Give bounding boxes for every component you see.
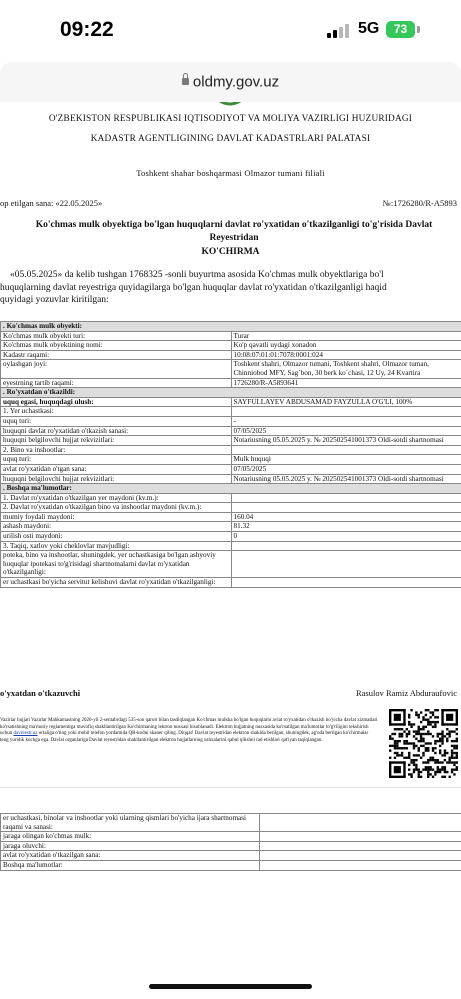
field-value: Mulk huquqi [231,455,461,465]
section-header: . Ro'yxatdan o'tkazildi: [1,388,461,398]
state-emblem-icon [206,102,254,112]
field-value: 10:08:07:01:01:7078:0001:024 [231,350,461,360]
status-bar [0,0,461,62]
field-label: mumiy foydali maydoni: [1,512,232,522]
field-label: 2. Bino va inshootlar: [1,445,232,455]
legal-text-continued: ortaliga o'ting yoki mobil telefon yordamida QR-kodni skaner qiling. Diqqat! Davlat reyestridan elektron shaklda berilgan, shuningdek, ag'oda berilgan ko'chirmalar teng yuridik kuchga ega. Davlat organlariga Davlat reyestridan shakllantirilgan elektron hujjatlarning ushxalarini qabul qilishni rad etishlari qat'iyan taqiqlangan. [0,731,369,743]
url-text: oldmy.gov.uz [192,73,280,91]
registrar-label: o'yxatdan o'tkazuvchi [0,688,81,698]
field-value [260,832,461,842]
verification-link[interactable]: davreestr.uz [13,731,38,736]
field-value [260,851,461,861]
header-ministry: O'ZBEKISTON RESPUBLIKASI IQTISODIYOT VA MOLIYA VAZIRLIGI HUZURIDAGI [48,114,413,124]
field-value [231,578,461,588]
document-title: Ko'chmas mulk obyektiga bo'lgan huquqlarni davlat ro'yxatidan o'tkazilganligi to'g'risida Davlat Reyestridan [35,220,433,243]
document-type: KO'CHIRMA [201,247,260,257]
lock-icon [182,78,189,85]
field-value [231,407,461,417]
section-header: . Boshqa ma'lumotlar: [1,484,461,494]
browser-address-bar[interactable] [0,62,461,102]
field-label: eyestrning tartib raqami: [1,378,232,388]
field-value: 07/05/2025 [231,426,461,436]
field-value: Toshkent shahri, Olmazor tumani, Toshkent shahri, Olmazor tuman, Chinniobod MFY, Sag`bon, 30 berk ko`chasi, 12 Uy, 24 Kvartira [231,360,461,378]
table-row [1,532,461,542]
table-row [1,851,461,861]
table-row [1,522,461,532]
field-label: uquq turi: [1,455,232,465]
table-section-row [1,484,461,494]
table-row [1,841,461,851]
table-row [1,426,461,436]
field-label: huquqni davlat ro'yxatidan o'tkazish sanasi: [1,426,232,436]
section-header: . Ko'chmas mulk obyekti: [1,322,461,332]
field-value: Notariusning 05.05.2025 y. № 202502541001373 Oldi-sotdi shartnomasi [231,436,461,446]
table-row [1,407,461,417]
lease-table [0,813,461,871]
table-section-row [1,322,461,332]
field-label: poteka, bino va inshootlar, shuningdek, yer uchastkasiga bo'lgan ashyoviy huquqlar ipotekasi to'g'risidagi shartnomalarni davlat ro'yxatidan o'tkazilganligi: [1,551,232,578]
table-row [1,541,461,551]
field-value: - [231,416,461,426]
intro-line: huquqlarning davlat reyestriga quyidagilarga bo'lgan huquqlar davlat ro'yxatidan o'tkazilganligi haqid [0,282,387,293]
page-separator [0,787,461,788]
table-row [1,445,461,455]
field-label: Boshqa ma'lumotlar: [1,860,260,870]
field-value: 07/05/2025 [231,464,461,474]
document-number: №:1726280/R-A5893 [382,198,457,208]
table-row [1,350,461,360]
table-row [1,551,461,578]
field-label: 2. Davlat ro'yxatidan o'tkazilgan bino va inshootlar maydoni (kv.m.): [1,503,232,513]
field-value [231,445,461,455]
table-row [1,416,461,426]
table-row [1,341,461,351]
field-value [260,841,461,851]
table-row [1,832,461,842]
table-row [1,331,461,341]
table-row [1,503,461,513]
field-label: Ko'chmas mulk obyekti turi: [1,331,232,341]
field-label: avlat ro'yxatidan o'tkazilgan sana: [1,851,260,861]
battery-tip [417,26,420,33]
table-row [1,474,461,484]
table-row [1,455,461,465]
field-value: 160.04 [231,512,461,522]
document-page[interactable] [0,102,461,962]
field-label: huquqni belgilovchi hujjat rekvizitlari: [1,436,232,446]
home-indicator[interactable] [149,984,312,989]
field-label: uquq egasi, huquqdagi ulush: [1,397,232,407]
legal-notice [0,718,378,744]
status-time: 09:22 [60,18,114,41]
field-value [260,860,461,870]
property-table [0,321,461,588]
field-label: urilish osti maydoni: [1,532,232,542]
field-label: uquq turi: [1,416,232,426]
table-row [1,378,461,388]
browser-bottom-bar [0,962,461,999]
field-value: 1726280/R-A5893641 [231,378,461,388]
network-type: 5G [358,20,380,37]
field-value: Turar [231,331,461,341]
header-chamber: KADASTR AGENTLIGINING DAVLAT KADASTRLARI PALATASI [90,134,371,144]
table-row [1,860,461,870]
field-value: Notariusning 05.05.2025 y. № 202502541001373 Oldi-sotdi shartnomasi [231,474,461,484]
field-label: oylashgan joyi: [1,360,232,378]
field-label: avlat ro'yxatidan o'tgan sana: [1,464,232,474]
field-value [231,503,461,513]
field-label: Ko'chmas mulk obyektining nomi: [1,341,232,351]
field-label: Kadastr raqami: [1,350,232,360]
field-label: 1. Davlat ro'yxatidan o'tkazilgan yer maydoni (kv.m.): [1,493,232,503]
field-label: huquqni belgilovchi hujjat rekvizitlari: [1,474,232,484]
field-value: 0 [231,532,461,542]
field-value [260,814,461,832]
field-label: jaraga olingan ko'chmas mulk: [1,832,260,842]
table-section-row [1,388,461,398]
registrar-name: Rasulov Ramiz Abduraufovic [355,688,457,698]
legal-text: Vazirlar hujjati Vazirlar Mahkamasining 2020-yil 2-sentabrdagi 535-son qarori bilan tasdiqlangan Ko'chmas mulkka bo'lgan huquqlarni avlat ro'yxatidan o'tkazish bo'yicha davlat xizmatlari ko'rsatishning ma'muriy reglamentiga muvofiq shakllantirilgan Ko'chirmaning lektron nusxasi hisoblanadi. Elektron hujjatning nusxasida ko'rsatilgan ma'lumotlar to'g'riligini tekshirish uchun [0,718,378,736]
field-label: 1. Yer uchastkasi: [1,407,232,417]
table-row [1,512,461,522]
intro-line: quyidagi yozuvlar kiritilgan: [0,295,109,305]
field-value: Ko'p qavatli uydagi xonadon [231,341,461,351]
field-label: jaraga oluvchi: [1,841,260,851]
field-label: 3. Taqiq, xatlov yoki cheklovlar mavjudligi: [1,541,232,551]
field-value [231,541,461,551]
field-value: 81.32 [231,522,461,532]
field-value [231,493,461,503]
battery-level: 73 [393,22,408,36]
issue-date: op etilgan sana: «22.05.2025» [0,198,103,208]
table-row [1,493,461,503]
table-row [1,360,461,378]
header-branch: Toshkent shahar boshqarmasi Olmazor tumani filiali [136,168,325,178]
table-row [1,464,461,474]
intro-line: «05.05.2025» da kelib tushgan 1768325 -sonli buyurtma asosida Ko'chmas mulk obyektlariga bo'l [10,270,384,280]
table-row [1,578,461,588]
qr-code [389,709,458,778]
table-row [1,436,461,446]
field-value: SAYFULLAYEV ABDUSAMAD FAYZULLA O'G'LI, 100% [231,397,461,407]
cellular-signal-icon [327,22,351,38]
table-row [1,814,461,832]
field-label: er uchastkasi bo'yicha servitut kelishuvi davlat ro'yxatidan o'tkazilganligi: [1,578,232,588]
intro-paragraph [0,269,461,307]
field-label: ashash maydoni: [1,522,232,532]
table-row [1,397,461,407]
field-value [231,551,461,578]
battery-icon [386,21,415,38]
field-label: er uchastkasi, binolar va inshootlar yoki ularning qismlari bo'yicha ijara shartnomasi raqami va sanasi: [1,814,260,832]
